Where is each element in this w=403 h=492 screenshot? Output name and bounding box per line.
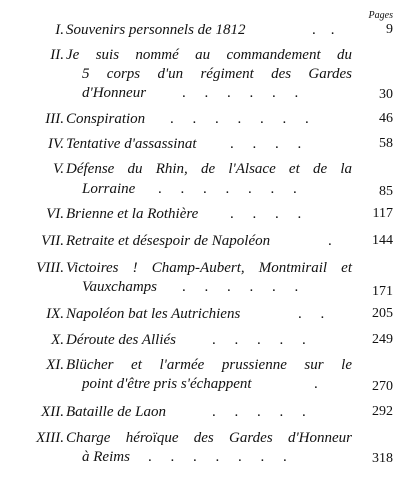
leader-dots: .: [314, 376, 318, 392]
chapter-title: Bataille de Laon: [66, 404, 166, 420]
chapter-title: Charge héroïque des Gardes d'Honneur: [66, 430, 352, 446]
chapter-title: Blücher et l'armée prussienne sur le: [66, 357, 352, 373]
leader-dots: . . . . .: [212, 332, 306, 348]
chapter-title: point d'être pris s'échappent: [82, 376, 252, 392]
chapter-number: IX.: [46, 306, 64, 322]
chapter-number: I.: [55, 22, 64, 38]
chapter-title: Victoires ! Champ-Aubert, Montmirail et: [66, 260, 352, 276]
page-number: 58: [379, 136, 393, 151]
chapter-title: 5 corps d'un régiment des Gardes: [82, 66, 352, 82]
chapter-number: VIII.: [36, 260, 64, 276]
page-number: 30: [379, 87, 393, 102]
page-number: 171: [372, 284, 393, 299]
page-number: 292: [372, 404, 393, 419]
leader-dots: . . . .: [230, 136, 302, 152]
page-number: 270: [372, 379, 393, 394]
chapter-title: Souvenirs personnels de 1812: [66, 22, 246, 38]
leader-dots: . . . .: [230, 206, 302, 222]
leader-dots: . . . . .: [212, 404, 306, 420]
chapter-title: d'Honneur: [82, 85, 147, 101]
chapter-title: Vauxchamps: [82, 279, 157, 295]
leader-dots: . . . . . . .: [158, 181, 297, 197]
chapter-title: Lorraine: [82, 181, 136, 197]
page-number: 144: [372, 233, 393, 248]
chapter-number: X.: [51, 332, 64, 348]
chapter-number: V.: [53, 161, 64, 177]
leader-dots: . .: [312, 22, 335, 38]
chapter-title: Napoléon bat les Autrichiens: [66, 306, 241, 322]
chapter-number: XI.: [46, 357, 64, 373]
chapter-number: VI.: [46, 206, 64, 222]
chapter-title: Conspiration: [66, 111, 146, 127]
chapter-number: XIII.: [36, 430, 64, 446]
chapter-title: Tentative d'assassinat: [66, 136, 197, 152]
leader-dots: .: [328, 233, 332, 249]
chapter-number: II.: [50, 47, 64, 63]
chapter-number: VII.: [41, 233, 64, 249]
chapter-number: XII.: [41, 404, 64, 420]
pages-column-heading: Pages: [368, 10, 393, 21]
chapter-title: Brienne et la Rothière: [66, 206, 199, 222]
leader-dots: . . . . . . .: [170, 111, 309, 127]
chapter-title: Je suis nommé au commandement du: [66, 47, 352, 63]
chapter-number: IV.: [48, 136, 64, 152]
page-number: 249: [372, 332, 393, 347]
page-number: 85: [379, 184, 393, 199]
chapter-title: Retraite et désespoir de Napoléon: [66, 233, 271, 249]
chapter-title: Défense du Rhin, de l'Alsace et de la: [66, 161, 352, 177]
page-number: 9: [386, 22, 393, 37]
page-number: 117: [372, 206, 393, 221]
page-number: 318: [372, 451, 393, 466]
chapter-number: III.: [45, 111, 64, 127]
leader-dots: . . . . . .: [182, 85, 299, 101]
page-number: 46: [379, 111, 393, 126]
chapter-title: à Reims: [82, 449, 130, 465]
leader-dots: . . . . . .: [182, 279, 299, 295]
leader-dots: . . . . . . .: [148, 449, 287, 465]
page-number: 205: [372, 306, 393, 321]
chapter-title: Déroute des Alliés: [66, 332, 176, 348]
leader-dots: . .: [298, 306, 325, 322]
